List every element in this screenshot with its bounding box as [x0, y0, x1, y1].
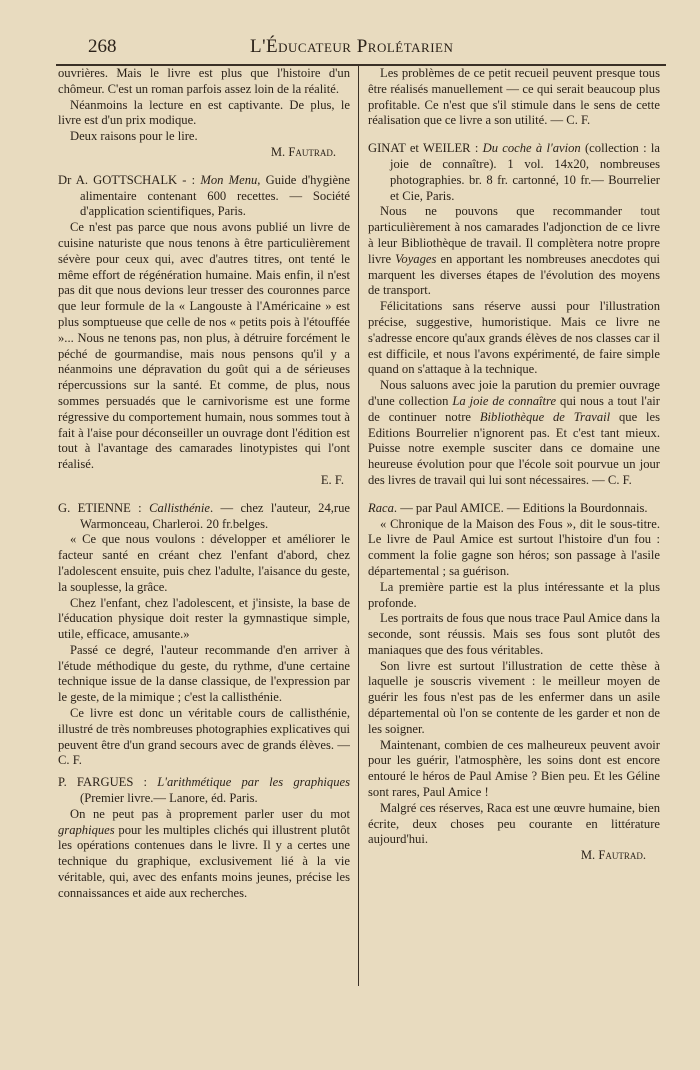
book-title: L'arithmétique par les graphiques [157, 775, 350, 790]
paragraph: Malgré ces réserves, Raca est une œuvre humaine, bien écrite, deux choses peu courante en littérature aujourd'hui. [368, 800, 660, 847]
page-header [82, 34, 648, 64]
paragraph: Chez l'enfant, chez l'adolescent, et j'insiste, la base de l'éducation physique doit rester la gymnastique simple, utile, efficace, amusante.» [58, 595, 350, 642]
paragraph: Félicitations sans réserve aussi pour l'illustration précise, suggestive, humoristique. Mais ce livre ne s'adresse encore qu'aux grands élèves de nos classes car il est difficile, et nous l'avons expérimenté, de faire simple quand on s'attaque à la technique. [368, 299, 660, 377]
paragraph: Les portraits de fous que nous trace Paul Amice dans la seconde, sont réussis. Mais ses fous sont plutôt des maniaques que des fous véritables. [368, 611, 660, 657]
book-details: (collection : la joie de connaître). 1 vol. 14x20, nombreuses photographies. br. 8 fr. cartonné, 10 fr.— Bourrelier et Cie, Paris. [390, 141, 660, 203]
book-author: GINAT et WEILER : [368, 141, 483, 156]
paragraph: ouvrières. Mais le livre est plus que l'histoire d'un chômeur. C'est un roman parfois assez loin de la réalité. [58, 66, 350, 96]
book-author: P. FARGUES : [58, 775, 158, 790]
paragraph: On ne peut pas à proprement parler user du mot graphiques pour les multiples clichés qui illustrent plutôt les opérations contenues dans le livre. Il y a certes une technique du graphique, exclusivement lié à la vie véritable, qui, avec des enfants moins jeunes, précise les connaissances et aide aux recherches. [58, 806, 350, 900]
book-details: . — chez l'auteur, 24,rue Warmonceau, Charleroi. 20 fr.belges. [80, 500, 350, 531]
paragraph: La première partie est la plus intéressante et la plus profonde. [368, 579, 660, 610]
column-divider [358, 66, 359, 986]
paragraph: Les problèmes de ce petit recueil peuvent presque tous être réalisés manuellement — ce qui serait beaucoup plus profitable. Ce n'est que s'il stimule dans le sens de cette réalisation que ce livre a son utilité. — C. F. [368, 66, 660, 128]
signature: E. F. [320, 472, 344, 487]
book-author: Dr A. GOTTSCHALK - : [58, 172, 201, 187]
paragraph: « Ce que nous voulons : développer et améliorer le facteur santé en créant chez l'enfant d'abord, chez l'adolescent ensuite, puis chez l'adulte, l'aisance du geste, la souplesse, la grâce. [58, 532, 350, 594]
review-entry-heading [58, 173, 350, 220]
review-entry-heading [58, 501, 350, 533]
paragraph: Nous saluons avec joie la parution du premier ouvrage d'une collection La joie de connaître qui nous a tout l'air de continuer notre Bibliothèque de Travail que les Editions Bourrelier n'ignorent pas. Et c'est tant mieux. Puisse notre exemple susciter dans ce domaine une heureuse évolution pour que l'école soit pourvue un jour des livres de travail qui lui sont nécessaires. — C. F. [368, 378, 660, 487]
page-number: 268 [88, 36, 117, 57]
book-title: Raca [368, 500, 394, 515]
journal-title: L'Éducateur Prolétarien [250, 36, 454, 57]
signature: M. Fautrad. [580, 848, 646, 863]
book-author: G. ETIENNE : [58, 500, 150, 515]
book-details: . — par Paul AMICE. — Editions la Bourdonnais. [393, 500, 648, 515]
book-details: , Guide d'hygiène alimentaire contenant 600 recettes. — Société d'application scientifiques, Paris. [80, 172, 350, 219]
book-title: Callisthénie [149, 500, 210, 515]
paragraph: « Chronique de la Maison des Fous », dit le sous-titre. Le livre de Paul Amice est surtout l'histoire d'un fou : comment la folie gagne son héros; son passage à l'asile départemental ; sa guérison. [368, 516, 660, 578]
paragraph: Ce n'est pas parce que nous avons publié un livre de cuisine naturiste que nous tenons à être particulièrement sévère pour ceux qui, avec d'autres titres, ont tenté le même effort de régénération humaine. Mais enfin, il n'est pas dit que nous devions leur tresser des couronnes parce que leur formule de la « Langouste à l'Américaine » est plus somptueuse que celle de nos « petits pois à l'étouffée »... Nous ne tenons pas, non plus, à détruire forcément le péché de gourmandise, mais nous pensons qu'il y a néanmoins une dépravation du goût qui a de sérieuses répercussions sur la santé. Et comme, de plus, nous sommes persuadés que le carnivorisme est une forme régressive du comportement humain, nous sommes tout à fait à l'aise pour déconseiller un ouvrage dont l'édition est tout à l'avantage des camarades linotypistes qui l'ont réalisé. [58, 220, 350, 472]
signature: M. Fautrad. [270, 144, 336, 159]
book-details: (Premier livre.— Lanore, éd. Paris. [80, 791, 258, 806]
book-title: Mon Menu [200, 172, 258, 187]
paragraph: Son livre est surtout l'illustration de cette thèse à laquelle je souscris vivement : le meilleur moyen de guérir les fous n'est pas de les enfermer dans un asile départemental où l'on se contente de les garder et non de les soigner. [368, 658, 660, 736]
right-column [368, 66, 660, 996]
review-entry-heading [368, 501, 660, 517]
left-column [58, 66, 350, 996]
paragraph: Deux raisons pour le lire. [70, 129, 198, 144]
review-entry-heading [368, 141, 660, 204]
review-entry-heading [58, 775, 350, 807]
paragraph: Néanmoins la lecture en est captivante. De plus, le livre est d'un prix modique. [58, 97, 350, 128]
paragraph: Passé ce degré, l'auteur recommande d'en arriver à l'étude méthodique du geste, du rythme, d'une certaine technique issue de la danse classique, de l'expression par le geste, de la mimique ; c'est la callisthénie. [58, 642, 350, 705]
book-title: Du coche à l'avion [482, 141, 581, 156]
paragraph: Nous ne pouvons que recommander tout particulièrement à nos camarades l'adjonction de ce livre à leur Bibliothèque de travail. Il complètera notre propre livre Voyages en apportant les nombreuses anecdotes qui marquent les diverses étapes de l'évolution des moyens de transport. [368, 204, 660, 298]
paragraph: Ce livre est donc un véritable cours de callisthénie, illustré de très nombreuses photographies explicatives qui peuvent être d'un grand secours avec de grands élèves. — C. F. [58, 706, 350, 768]
paragraph: Maintenant, combien de ces malheureux peuvent avoir pour les guérir, l'atmosphère, les soins dont est encore entouré le héros de Paul Amise ? Bien peu. Et les Géline sont rares, Paul Amice ! [368, 737, 660, 800]
